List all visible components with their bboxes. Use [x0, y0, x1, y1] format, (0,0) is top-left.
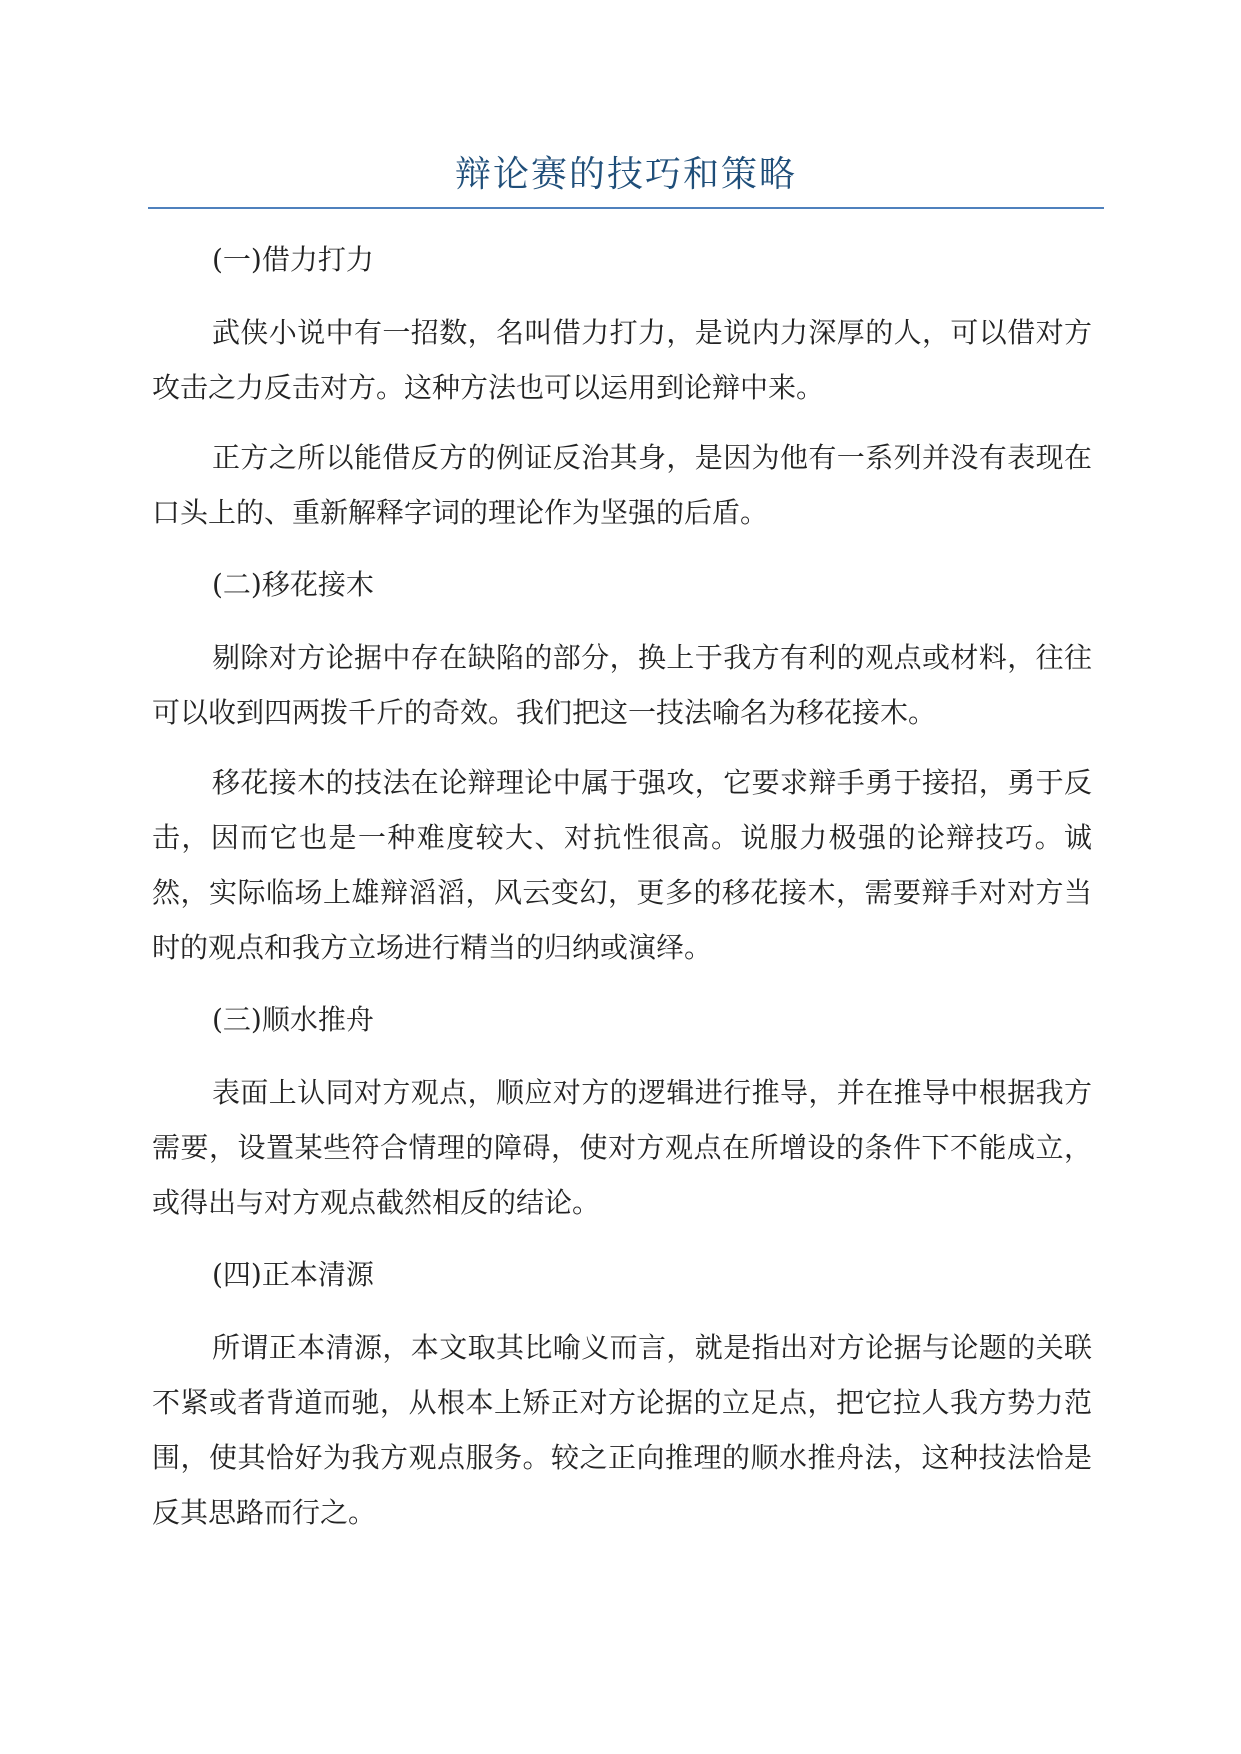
paragraph: 所谓正本清源，本文取其比喻义而言，就是指出对方论据与论题的关联不紧或者背道而驰，从根本上矫正对方论据的立足点，把它拉人我方势力范围，使其恰好为我方观点服务。较之正向推理的顺水推舟法，这种技法恰是反其思路而行之。 — [152, 1331, 1092, 1529]
paragraph: 表面上认同对方观点，顺应对方的逻辑进行推导，并在推导中根据我方需要，设置某些符合情理的障碍，使对方观点在所增设的条件下不能成立，或得出与对方观点截然相反的结论。 — [152, 1076, 1092, 1219]
document-body — [152, 230, 1092, 1540]
section-heading-1: (一)借力打力 — [212, 243, 374, 276]
paragraph: 武侠小说中有一招数，名叫借力打力，是说内力深厚的人，可以借对方攻击之力反击对方。这种方法也可以运用到论辩中来。 — [152, 316, 1092, 404]
paragraph: 正方之所以能借反方的例证反治其身，是因为他有一系列并没有表现在口头上的、重新解释字词的理论作为坚强的后盾。 — [152, 441, 1092, 529]
document-title: 辩论赛的技巧和策略 — [454, 154, 797, 195]
title-underline — [148, 207, 1104, 209]
paragraph: 剔除对方论据中存在缺陷的部分，换上于我方有利的观点或材料，往往可以收到四两拨千斤的奇效。我们把这一技法喻名为移花接木。 — [152, 641, 1092, 729]
section-heading-3: (三)顺水推舟 — [212, 1003, 374, 1036]
paragraph: 移花接木的技法在论辩理论中属于强攻，它要求辩手勇于接招，勇于反击，因而它也是一种难度较大、对抗性很高。说服力极强的论辩技巧。诚然，实际临场上雄辩滔滔，风云变幻，更多的移花接木，需要辩手对对方当时的观点和我方立场进行精当的归纳或演绎。 — [152, 766, 1092, 964]
section-heading-2: (二)移花接木 — [212, 568, 374, 601]
section-heading-4: (四)正本清源 — [212, 1258, 374, 1291]
